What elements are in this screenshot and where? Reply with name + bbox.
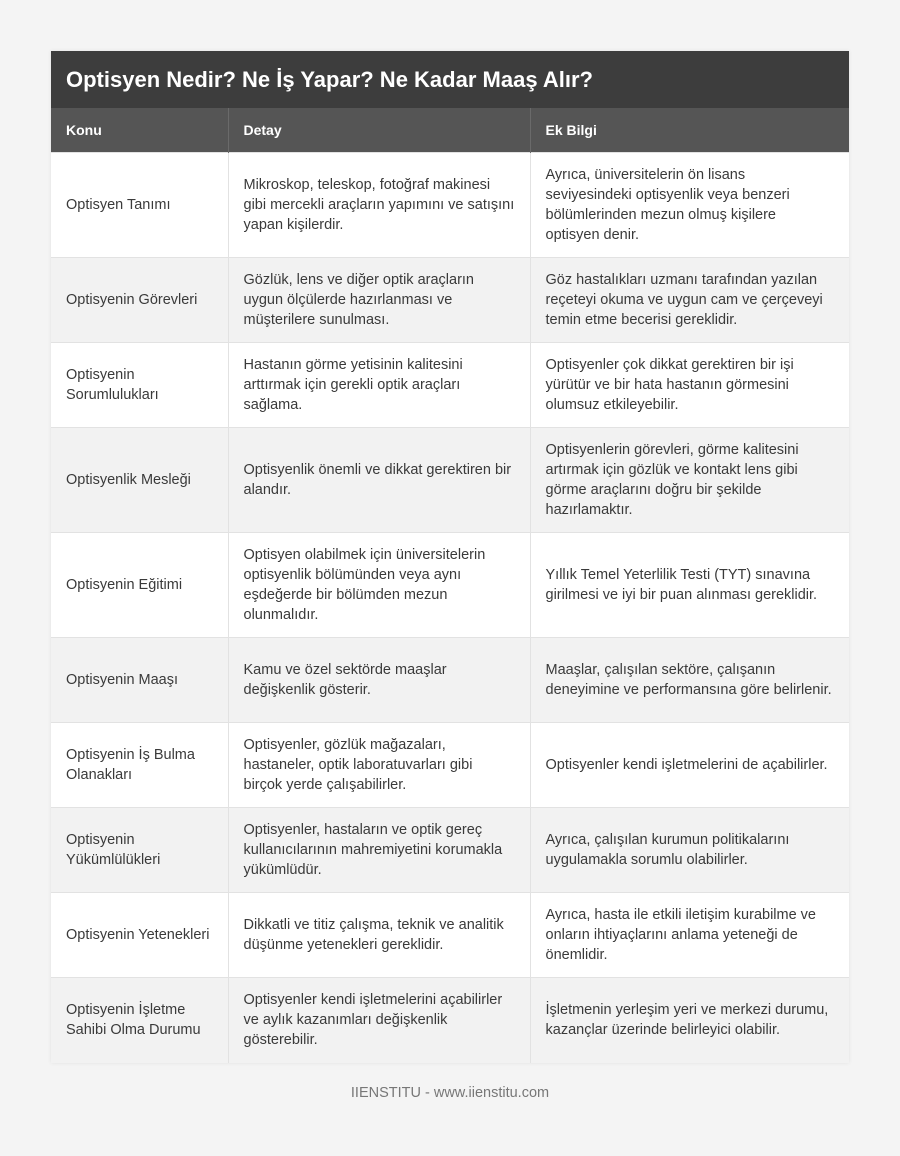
cell-konu: Optisyenin İş Bulma Olanakları bbox=[51, 723, 228, 808]
table-row bbox=[51, 428, 849, 533]
cell-ek-bilgi: Göz hastalıkları uzmanı tarafından yazılan reçeteyi okuma ve uygun cam ve çerçeveyi temin etme becerisi gereklidir. bbox=[530, 258, 849, 343]
cell-konu: Optisyenin Görevleri bbox=[51, 258, 228, 343]
cell-ek-bilgi: Optisyenler kendi işletmelerini de açabilirler. bbox=[530, 723, 849, 808]
cell-detay: Dikkatli ve titiz çalışma, teknik ve analitik düşünme yetenekleri gereklidir. bbox=[228, 893, 530, 978]
cell-ek-bilgi: Optisyenlerin görevleri, görme kalitesini artırmak için gözlük ve kontakt lens gibi görme araçlarını doğru bir şekilde hazırlamaktır. bbox=[530, 428, 849, 533]
cell-konu: Optisyenin Yetenekleri bbox=[51, 893, 228, 978]
cell-ek-bilgi: Ayrıca, çalışılan kurumun politikalarını uygulamakla sorumlu olabilirler. bbox=[530, 808, 849, 893]
table-row bbox=[51, 533, 849, 638]
column-header-detay: Detay bbox=[228, 108, 530, 153]
cell-konu: Optisyenin Sorumlulukları bbox=[51, 343, 228, 428]
table-row bbox=[51, 153, 849, 258]
table-row bbox=[51, 258, 849, 343]
table-row bbox=[51, 893, 849, 978]
cell-konu: Optisyen Tanımı bbox=[51, 153, 228, 258]
cell-konu: Optisyenlik Mesleği bbox=[51, 428, 228, 533]
table-title: Optisyen Nedir? Ne İş Yapar? Ne Kadar Maaş Alır? bbox=[51, 51, 849, 108]
cell-konu: Optisyenin Maaşı bbox=[51, 638, 228, 723]
cell-ek-bilgi: İşletmenin yerleşim yeri ve merkezi durumu, kazançlar üzerinde belirleyici olabilir. bbox=[530, 978, 849, 1063]
cell-konu: Optisyenin Yükümlülükleri bbox=[51, 808, 228, 893]
cell-detay: Optisyenlik önemli ve dikkat gerektiren bir alandır. bbox=[228, 428, 530, 533]
table-row bbox=[51, 808, 849, 893]
cell-ek-bilgi: Yıllık Temel Yeterlilik Testi (TYT) sınavına girilmesi ve iyi bir puan alınması gereklidir. bbox=[530, 533, 849, 638]
cell-ek-bilgi: Optisyenler çok dikkat gerektiren bir işi yürütür ve bir hata hastanın görmesini olumsuz etkileyebilir. bbox=[530, 343, 849, 428]
table-row bbox=[51, 723, 849, 808]
cell-detay: Kamu ve özel sektörde maaşlar değişkenlik gösterir. bbox=[228, 638, 530, 723]
cell-detay: Optisyen olabilmek için üniversitelerin optisyenlik bölümünden veya aynı eşdeğerde bir bölümden mezun olunmalıdır. bbox=[228, 533, 530, 638]
cell-detay: Mikroskop, teleskop, fotoğraf makinesi gibi mercekli araçların yapımını ve satışını yapan kişilerdir. bbox=[228, 153, 530, 258]
header-row bbox=[51, 108, 849, 153]
cell-detay: Optisyenler, hastaların ve optik gereç kullanıcılarının mahremiyetini korumakla yükümlüdür. bbox=[228, 808, 530, 893]
info-table bbox=[51, 108, 849, 1063]
cell-ek-bilgi: Ayrıca, hasta ile etkili iletişim kurabilme ve onların ihtiyaçlarını anlama yeteneği de önemlidir. bbox=[530, 893, 849, 978]
cell-detay: Gözlük, lens ve diğer optik araçların uygun ölçülerde hazırlanması ve müşterilere sunulması. bbox=[228, 258, 530, 343]
table-row bbox=[51, 978, 849, 1063]
table-row bbox=[51, 638, 849, 723]
cell-konu: Optisyenin İşletme Sahibi Olma Durumu bbox=[51, 978, 228, 1063]
cell-detay: Optisyenler, gözlük mağazaları, hastaneler, optik laboratuvarları gibi birçok yerde çalışabilirler. bbox=[228, 723, 530, 808]
cell-ek-bilgi: Ayrıca, üniversitelerin ön lisans seviyesindeki optisyenlik veya benzeri bölümlerinden mezun olmuş kişilere optisyen denir. bbox=[530, 153, 849, 258]
column-header-ek-bilgi: Ek Bilgi bbox=[530, 108, 849, 153]
cell-detay: Hastanın görme yetisinin kalitesini arttırmak için gerekli optik araçları sağlama. bbox=[228, 343, 530, 428]
footer-credit: IIENSTITU - www.iienstitu.com bbox=[350, 1085, 550, 1101]
table-row bbox=[51, 343, 849, 428]
info-table-card bbox=[51, 51, 849, 1063]
column-header-konu: Konu bbox=[51, 108, 228, 153]
cell-detay: Optisyenler kendi işletmelerini açabilirler ve aylık kazanımları değişkenlik gösterebilir. bbox=[228, 978, 530, 1063]
cell-konu: Optisyenin Eğitimi bbox=[51, 533, 228, 638]
cell-ek-bilgi: Maaşlar, çalışılan sektöre, çalışanın deneyimine ve performansına göre belirlenir. bbox=[530, 638, 849, 723]
